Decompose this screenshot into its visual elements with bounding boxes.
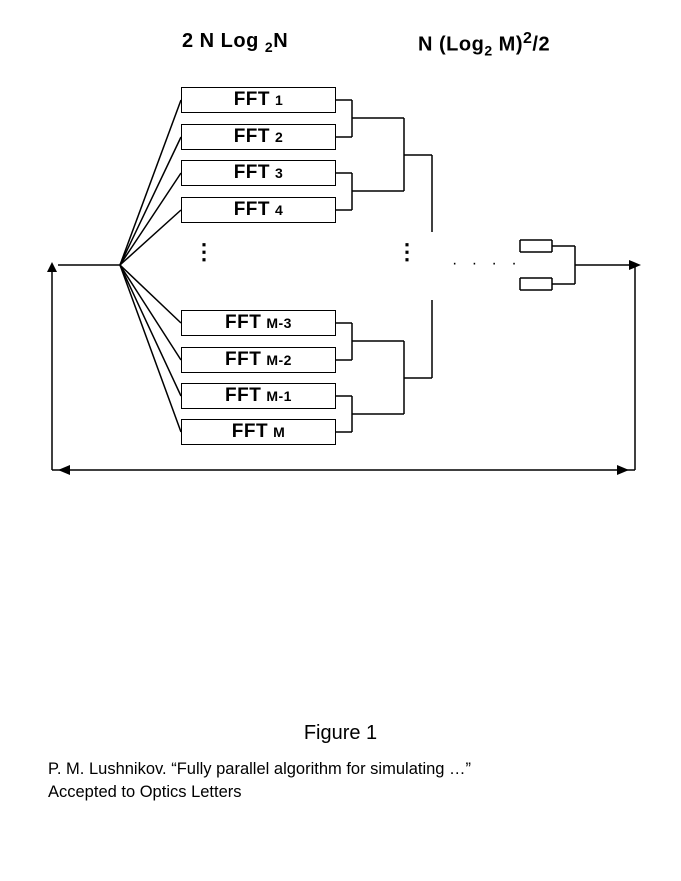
- fft-block-m-label: FFT: [231, 421, 269, 442]
- fft-block-m-index: M: [273, 424, 286, 440]
- fft-block-m-2[interactable]: [181, 347, 336, 373]
- left-complexity-prefix: 2 N Log: [182, 30, 265, 52]
- fft-block-1-index: 1: [275, 92, 284, 108]
- merge-tree-bottom: [336, 300, 432, 432]
- fft-block-m-3-index: M-3: [266, 315, 292, 331]
- fft-block-3[interactable]: [181, 160, 336, 186]
- fft-block-m-3-label: FFT: [225, 312, 262, 333]
- vertical-ellipsis-right: ⋮: [396, 239, 418, 264]
- figure-title: Figure 1: [303, 722, 378, 744]
- fft-block-1-label: FFT: [233, 89, 271, 110]
- left-complexity-suffix: N: [273, 30, 289, 52]
- fft-block-m-1-index: M-1: [266, 388, 292, 404]
- left-complexity-sub: 2: [264, 39, 274, 55]
- right-complexity-mid: M): [492, 33, 523, 56]
- fft-block-m[interactable]: [181, 419, 336, 445]
- fft-block-2-label: FFT: [233, 126, 271, 147]
- fft-block-2-index: 2: [275, 129, 284, 145]
- figure-credit-line-2: Accepted to Optics Letters: [48, 783, 242, 801]
- right-complexity-sub: 2: [484, 42, 493, 59]
- fft-block-3-label: FFT: [233, 162, 271, 183]
- figure-credit-line-1: P. M. Lushnikov. “Fully parallel algorithm for simulating …”: [48, 760, 472, 778]
- input-arrow: [47, 262, 120, 470]
- fft-block-4[interactable]: [181, 197, 336, 223]
- right-complexity-prefix: N (Log: [418, 33, 485, 56]
- fft-block-4-label: FFT: [233, 199, 271, 220]
- fft-block-3-index: 3: [275, 165, 284, 181]
- fft-block-4-index: 4: [275, 202, 284, 218]
- fft-block-m-2-label: FFT: [225, 349, 262, 370]
- right-complexity-sup: 2: [523, 30, 533, 47]
- right-complexity-label: [418, 30, 550, 59]
- fft-block-m-3[interactable]: [181, 310, 336, 336]
- right-complexity-suffix: /2: [532, 33, 551, 56]
- merge-tree-top: [336, 100, 432, 232]
- left-complexity-label: [182, 30, 288, 55]
- fft-block-m-1[interactable]: [181, 383, 336, 409]
- fanout-lines: [120, 100, 181, 432]
- figure-credit: [48, 758, 648, 804]
- vertical-ellipsis-left: ⋮: [193, 239, 215, 264]
- final-merge-stage: [520, 240, 641, 290]
- fft-block-m-1-label: FFT: [225, 385, 262, 406]
- fft-block-1[interactable]: [181, 87, 336, 113]
- fft-block-m-2-index: M-2: [266, 352, 292, 368]
- fft-block-2[interactable]: [181, 124, 336, 150]
- horizontal-ellipsis: · · · ·: [452, 255, 522, 272]
